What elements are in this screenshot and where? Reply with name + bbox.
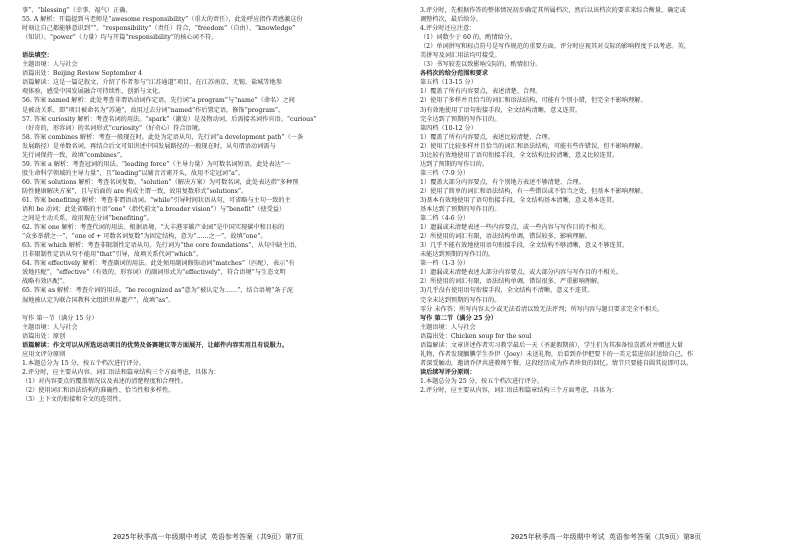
text-line: 语篇解读：这是一篇记叙文，介绍了作者参与“江苏通道”项目，在江苏南京、无锡、盐城等地参	[22, 79, 283, 87]
text-line: 零分 未作答；所写内容太少或无法看清以致无法评判；所写内容与题目要求完全不相关。	[420, 305, 664, 313]
text-line: 57. 答案 curiosity 解析：考查名词的用法。“spark”（激发）是及物动词，后需接名词作宾语。“curious”	[22, 115, 317, 123]
text-line: 1）覆盖了所有内容要点，表述清楚、合理。	[420, 88, 542, 96]
text-line: 2.评分时，应主要从内容、词汇语法和篇章结构三个方面考虑，具体为：	[22, 368, 220, 376]
text-line: 3)基本有效地使用了语句衔接手段，全文结构基本清晰，意义基本连贯。	[420, 196, 619, 204]
text-line: 62. 答案 one 解析：考查代词的用法。根据语境，“大丰港零碳产业园”是中国实现碳中和目标的	[22, 224, 285, 232]
text-line: 是被动关系，即“项目被命名为”苏通”，故用过去分词“named”作后置定语，修饰“program”。	[22, 106, 285, 114]
text-line: 语篇出处：Chicken soup for the soul	[420, 332, 532, 340]
text-line: 效地匹配”，“effective”（有效的，形容词）的副词形式为“effectively”，符合语境“与生态文明	[22, 269, 286, 277]
text-line: 第四档（10-12 分）	[420, 124, 477, 132]
text-line: 未能达到预期的写作目的。	[420, 251, 495, 259]
text-line: 3）几乎不能有效地使用语句衔接手段，全文结构不够清晰，意义不够连贯。	[420, 242, 629, 250]
text-line: 1）覆盖大部分内容要点，有个别地方表述不够清楚、合理。	[420, 178, 585, 186]
text-line: 之间是主动关系，故用现在分词“benefiting”。	[22, 215, 153, 223]
text-line: 语和 be 动词；此处省略的主语“one”（指代前文“a broader vision”）与“benefit”（使受益）	[22, 206, 286, 214]
text-line: 1）遗漏或未清楚表述大部分内容要点，或大部分内容与写作目的不相关。	[420, 269, 622, 277]
text-line: 股生命科学领域的主导力量”，且“leading”以辅音音素开头，故用不定冠词“a”。	[22, 169, 245, 177]
text-line: 64. 答案 effectively 解析：考查副词的用法。此处须用副词修饰动词“matches”（匹配），表示“有	[22, 260, 295, 268]
text-line: （2）单词拼写和标点符号是写作规范的重要方面，评分时应视其对交际的影响程度予以考虑。英、	[420, 43, 690, 51]
text-line: 第二档（4-6 分）	[420, 215, 470, 223]
text-line: 先行词保持一致，故填“combines”。	[22, 151, 127, 159]
text-line: 63. 答案 which 解析：考查非限制性定语从句。先行词为“the core foundations”，从句中缺主语，	[22, 242, 301, 250]
text-line: 3)几乎没有使用语句衔接手段，全文结构不清晰，意义不连贯。	[420, 287, 594, 295]
text-line: 语篇解读：文章讲述作者实习教学最后一天（圣诞假期前），学生们为其准备惊喜派对并赠送大量	[420, 341, 683, 349]
page-8-column	[420, 6, 792, 526]
text-line: 语篇出处：Beijing Review September 4	[22, 70, 143, 78]
text-line: 完全达到了预期的写作目的。	[420, 115, 501, 123]
text-line: 55. A 解析：开篇提到马老师是“awesome responsibility”（重大的责任），此处呼应指作者感激这份	[22, 16, 303, 24]
text-line: （好奇的，形容词）的名词形式“curiosity”（好奇心）符合语境。	[22, 124, 205, 132]
text-line: 1）遗漏或未清楚表述一些内容要点，或一些内容与写作目的不相关。	[420, 224, 610, 232]
text-line: 61. 答案 benefiting 解析：考查非谓语动词。“while”引导时间状语从句，可省略与主句一致的主	[22, 196, 291, 204]
text-line: 湿地被认定为联合国教科文组织世界遗产”，故填“as”。	[22, 296, 175, 304]
text-line: （1）词数少于 60 的，酌情给分。	[420, 34, 517, 42]
text-line: 第三档（7-9 分）	[420, 169, 470, 177]
text-line: 59. 答案 a 解析：考查冠词的用法。“leading force”（主导力量）为可数名词短语，此处表达“一	[22, 160, 291, 168]
text-line: 事”、“blessing”（幸事、福气）正确。	[22, 7, 132, 14]
text-line	[22, 305, 394, 314]
text-line: （知识）、“power”（力量）均与开篇“responsibility”的核心词不符。	[22, 34, 218, 42]
text-line: 65. 答案 as 解析：考查介词的用法。“be recognized as”意为“被认定为……”，结合语境“条子泥	[22, 287, 293, 295]
page-7-footer: 2025年秋季高一年级期中考试 英语参考答案（共9页）第7页	[112, 533, 304, 541]
text-line: 防性健康解决方案”，且与后面的 are 构成主谓一致，故用复数形式“solutions”。	[22, 187, 248, 195]
text-line: 礼物，作者发现腼腆学生乔伊（Joey）未送礼物，后看到乔伊把要下的一美元装进信封送给自己，作	[420, 350, 694, 358]
text-line: 主题语境：人与社会	[22, 61, 78, 69]
text-line: 各档次的给分范围和要求	[420, 70, 489, 78]
text-line: （2）使用词汇和语法结构的准确性、恰当性和多样性。	[22, 386, 175, 394]
text-line: 第五档（13-15 分）	[420, 79, 477, 87]
text-line: 语篇出处：原创	[22, 332, 66, 340]
text-line: 第一档（1-3 分）	[420, 260, 470, 268]
text-line: 语法填空：	[22, 52, 53, 60]
text-line: 发展路径）是单数名词，再结合后文可知讲述中国发展路径的一般现在时，从句谓语动词需与	[22, 142, 276, 150]
text-line: 语篇解读：作文可以从所选运动项目的优势及备赛建议等方面展开，让邮件内容实用且有说服力。	[22, 341, 289, 349]
text-line: 调整档次，最后给分。	[420, 16, 482, 24]
text-line: 且非限制性定语从句不能用“that”引导，故填关系代词“which”。	[22, 251, 203, 259]
text-line: 基本达到了预期的写作目的。	[420, 206, 501, 214]
text-line: 60. 答案 solutions 解析：考查名词复数。“solution”（解决方案）为可数名词，此处表达指“多种预	[22, 178, 299, 186]
page-7-column	[22, 6, 394, 526]
text-line: 3)比较有效地使用了语句衔接手段，全文结构比较清晰，意义比较连贯。	[420, 151, 619, 159]
text-line: 2）使用了多样并且恰当的词汇和语法结构，可能有个别小错，但完全不影响理解。	[420, 97, 647, 105]
text-line: 1.本题总分为 25 分，按五个档次进行评分。	[420, 377, 543, 385]
text-line: 1）覆盖了所有内容要点，表述比较清楚、合理。	[420, 133, 554, 141]
text-line: 2）使用了简单的词汇和语法结构，有一些错误或不恰当之处，但基本不影响理解。	[420, 187, 647, 195]
text-line: 2）所使用的词汇有限，语法结构单调，错误很多，严重影响理解。	[420, 278, 604, 286]
text-line: 56. 答案 named 解析：此处考查非谓语动词作定语。先行词“a program”与“name”（命名）之间	[22, 97, 295, 105]
text-line: 应用文评分原则	[22, 350, 66, 358]
text-line: 3.评分时，先根据作答的整体情况初步确定其所属档次，然后以该档次的要求来综合衡量，确定或	[420, 7, 686, 14]
text-line: 58. 答案 combines 解析：考查一般现在时。此处为定语从句，先行词“a development path”（一条	[22, 133, 304, 141]
text-line: 写作 第一节（满分 15 分）	[22, 314, 98, 322]
text-line: 战略有效匹配”。	[22, 278, 69, 286]
text-line: 2.评分时，应主要从内容，词汇语法和篇章结构三个方面考虑，具体为：	[420, 386, 618, 394]
text-line: 完全未达到预期的写作目的。	[420, 296, 501, 304]
text-line: （1）对内容要点的覆盖情况以及表述的清楚程度和合理性。	[22, 377, 187, 385]
text-line: 主题语境：人与社会	[22, 323, 78, 331]
text-line: （3）上下文的衔接和全文的连贯性。	[22, 396, 125, 404]
text-line: 读后续写评分原则：	[420, 368, 476, 376]
text-line: 观体验，感受中国发展融合可持续性、创新与文化。	[22, 88, 165, 96]
text-line: 时刻让自己都能够意识到“”。“responsibility”（责任）符合，“freedom”（自由）、“knowledge”	[22, 25, 296, 33]
text-line: 4.评分时还应注意：	[420, 25, 476, 33]
text-line: “众多举措之一”，“one of + 可数名词复数”为固定结构，意为“……之一”，故填“one”。	[22, 233, 267, 241]
text-line: 2）所使用的词汇有限，语法结构单调，错误较多，影响理解。	[420, 233, 591, 241]
text-line: 1.本题总分为 15 分，按五个档次进行评分。	[22, 359, 145, 367]
text-line: 3)有效地使用了语句衔接手段，全文结构清晰，意义连贯。	[420, 106, 582, 114]
text-line: 2）使用了比较多样并且恰当的词汇和语法结构，可能有些许错误，但不影响理解。	[420, 142, 647, 150]
text-line: 美拼写及词汇用法均可接受。	[420, 52, 501, 60]
text-line: 写作 第二节（满分 25 分）	[420, 314, 497, 322]
text-line: 达到了预期的写作目的。	[420, 160, 489, 168]
text-line: 者深受触动，邀请乔伊共进教师午餐，这段经历成为作者珍贵的回忆。情节只要能自圆其说即可以。	[420, 359, 693, 367]
text-line: （3）书写较差以致影响交际的，酌情扣分。	[420, 61, 542, 69]
page-8-footer: 2025年秋季高一年级期中考试 英语参考答案（共9页）第8页	[510, 533, 702, 541]
text-line	[22, 42, 394, 51]
text-line: 主题语境：人与社会	[420, 323, 476, 331]
